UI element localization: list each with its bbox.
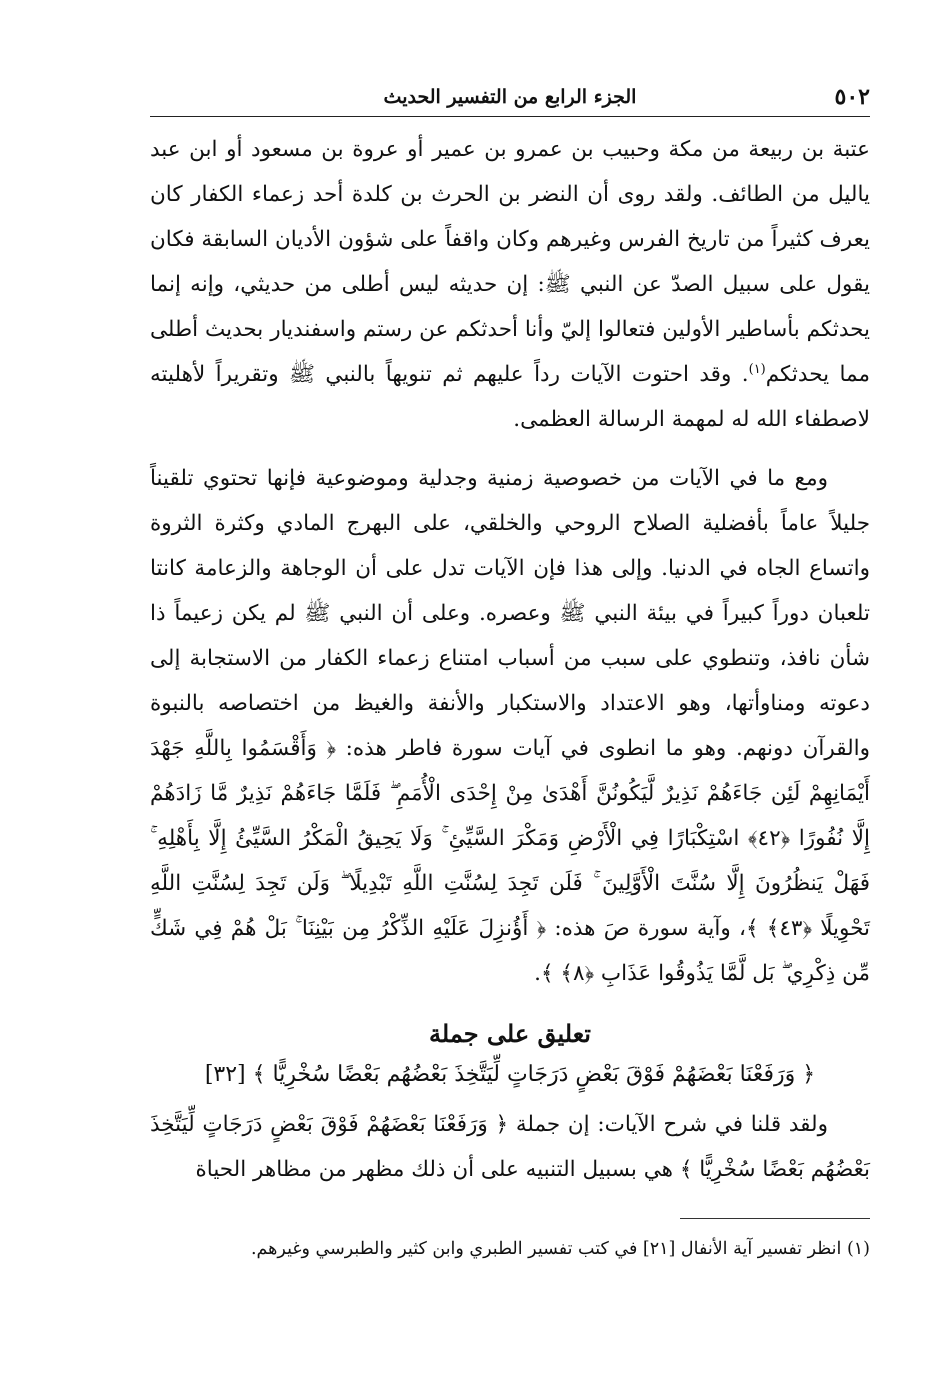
book-page <box>150 78 870 1263</box>
footnote-marker: (١) <box>846 1239 870 1259</box>
section-verse-text: ﴿ وَرَفَعْنَا بَعْضَهُمْ فَوْقَ بَعْضٍ دَرَجَاتٍ لِّيَتَّخِذَ بَعْضُهُم بَعْضًا سُخْرِيًّا ﴾ <box>252 1062 816 1087</box>
closing-paragraph-verse: ﴿ وَرَفَعْنَا بَعْضَهُمْ فَوْقَ بَعْضٍ دَرَجَاتٍ لِّيَتَّخِذَ بَعْضُهُم بَعْضًا سُخْرِيًّا ﴾ <box>150 1112 870 1182</box>
section-heading: تعليق على جملة <box>429 1019 591 1048</box>
section-verse <box>150 1054 870 1096</box>
paragraph-2-mid: ، وآية سورة صَ هذه: <box>554 916 746 941</box>
page-header <box>150 78 870 117</box>
closing-paragraph-text: ولقد قلنا في شرح الآيات: إن جملة <box>515 1112 828 1137</box>
paragraph-2-end: . <box>534 961 541 986</box>
paragraph-1 <box>150 127 870 442</box>
section-verse-ref: [٣٢] <box>204 1062 246 1087</box>
footnote-divider <box>680 1218 870 1219</box>
paragraph-2 <box>150 456 870 996</box>
paragraph-1-text-end: . وقد احتوت الآيات رداً عليهم ثم تنويهاً بالنبي ﷺ وتقريراً لأهليته لاصطفاء الله له لمهمة الرسالة العظمى. <box>150 362 870 432</box>
closing-paragraph <box>150 1102 870 1192</box>
footnote <box>150 1235 870 1263</box>
quran-verse-sad: ﴿ أَؤُنزِلَ عَلَيْهِ الذِّكْرُ مِن بَيْنِنَا ۚ بَلْ هُمْ فِي شَكٍّ مِّن ذِكْرِي ۖ بَل لَّمَّا يَذُوقُوا عَذَابِ ﴿٨﴾ ﴾ <box>150 916 870 986</box>
paragraph-2-text: ومع ما في الآيات من خصوصية زمنية وجدلية وموضوعية فإنها تحتوي تلقيناً جليلاً عاماً بأفضلية الصلاح الروحي والخلقي، على البهرج المادي وكثرة الثروة واتساع الجاه في الدنيا. وإلى هذا فإن الآيات تدل على أن الوجاهة والزعامة كانتا تلعبان دوراً كبيراً في بيئة النبي ﷺ وعصره. وعلى أن النبي ﷺ لم يكن زعيماً ذا شأن نافذ، وتنطوي على سبب من أسباب امتناع زعماء الكفار من الاستجابة إلى دعوته ومناوأتها، وهو الاعتداد والاستكبار والأنفة والغيظ من اختصاصه بالنبوة والقرآن دونهم. وهو ما انطوى في آيات سورة فاطر هذه: <box>150 466 871 761</box>
footnote-text: انظر تفسير آية الأنفال [٢١] في كتب تفسير الطبري وابن كثير والطبرسي وغيرهم. <box>250 1239 842 1259</box>
page-number: ٥٠٢ <box>834 84 870 110</box>
footnote-reference[interactable]: (١) <box>748 361 766 377</box>
body-text <box>150 127 870 996</box>
quran-verse-fatir: ﴿ وَأَقْسَمُوا بِاللَّهِ جَهْدَ أَيْمَانِهِمْ لَئِن جَاءَهُمْ نَذِيرٌ لَّيَكُونُنَّ أَهْدَىٰ مِنْ إِحْدَى الْأُمَمِ ۖ فَلَمَّا جَاءَهُمْ نَذِيرٌ مَّا زَادَهُمْ إِلَّا نُفُورًا ﴿٤٢﴾ اسْتِكْبَارًا فِي الْأَرْضِ وَمَكْرَ السَّيِّئِ ۚ وَلَا يَحِيقُ الْمَكْرُ السَّيِّئُ إِلَّا بِأَهْلِهِ ۚ فَهَلْ يَنظُرُونَ إِلَّا سُنَّتَ الْأَوَّلِينَ ۚ فَلَن تَجِدَ لِسُنَّتِ اللَّهِ تَبْدِيلًا ۖ وَلَن تَجِدَ لِسُنَّتِ اللَّهِ تَحْوِيلًا ﴿٤٣﴾ ﴾ <box>150 736 870 941</box>
paragraph-1-text: عتبة بن ربيعة من مكة وحبيب بن عمرو بن عمير أو عروة بن مسعود أو ابن عبد ياليل من الطائف. ولقد روى أن النضر بن الحرث بن كلدة أحد زعماء الكفار كان يعرف كثيراً من تاريخ الفرس وغيرهم وكان واقفاً على شؤون الأديان السابقة فكان يقول على سبيل الصدّ عن النبي ﷺ: إن حديثه ليس أطلى من حديثي، وإنه إنما يحدثكم بأساطير الأولين فتعالوا إليّ وأنا أحدثكم عن رستم واسفنديار بحديث أطلى مما يحدثكم <box>150 137 870 387</box>
closing-paragraph-text-end: هي بسبيل التنبيه على أن ذلك مظهر من مظاهر الحياة <box>195 1157 673 1182</box>
running-title: الجزء الرابع من التفسير الحديث <box>383 86 637 108</box>
